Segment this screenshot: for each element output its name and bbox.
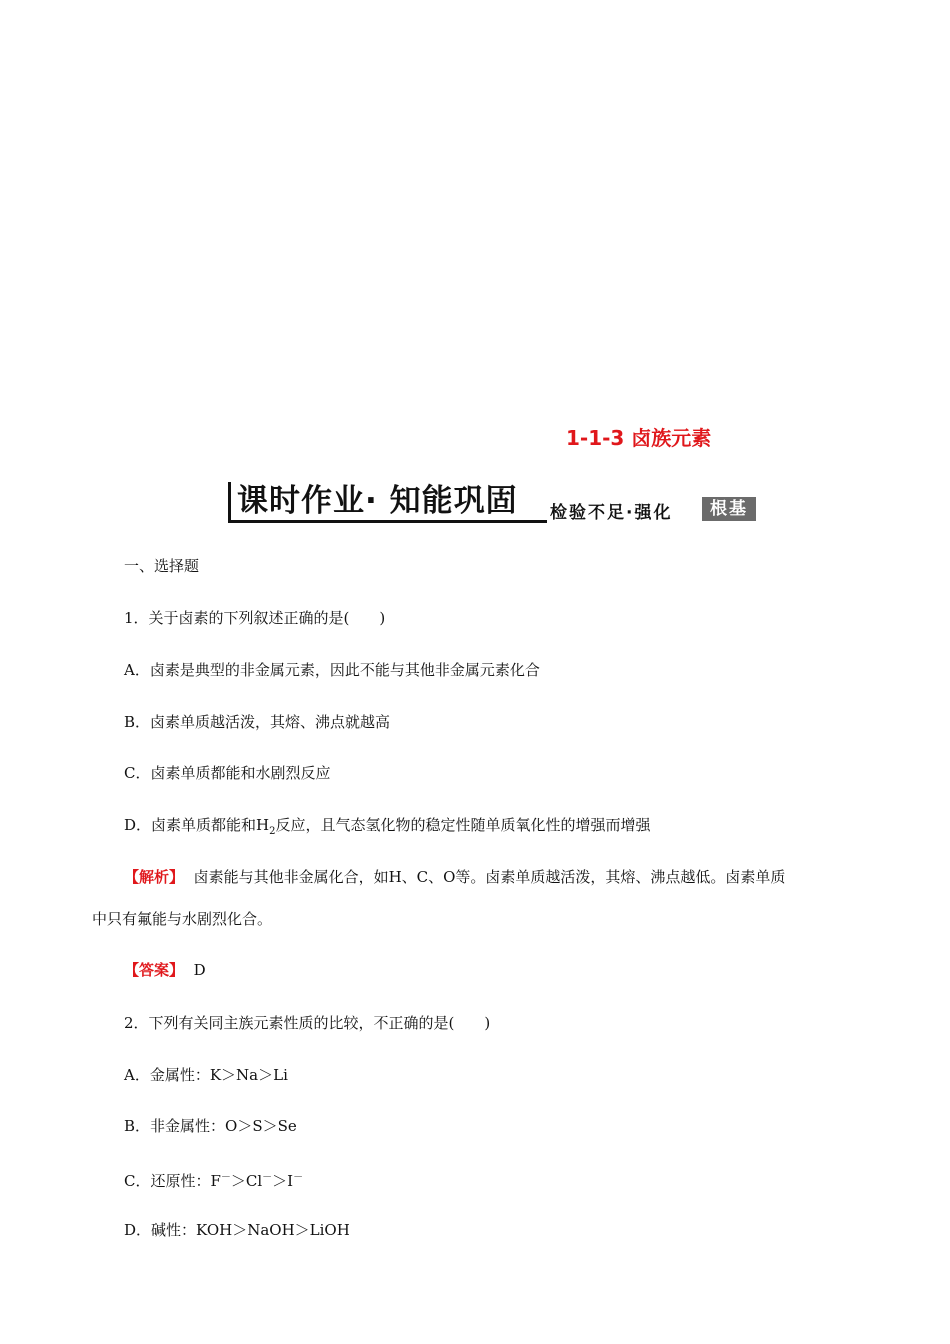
analysis-text-1: 卤素能与其他非金属化合，如H、C、O等。卤素单质越活泼，其熔、沸点越低。卤素单质 [193,868,786,886]
q2-option-d: D．碱性：KOH＞NaOH＞LiOH [124,1221,350,1239]
q1-option-d-pre: D．卤素单质都能和H [124,816,270,834]
q2-c-pre: C．还原性：F [124,1172,221,1190]
section-banner [228,482,760,522]
q2-c-sup2: － [262,1172,273,1183]
q1-option-d [124,815,651,842]
answer-tag: 【答案】 [124,961,185,979]
q1-stem: 1．关于卤素的下列叙述正确的是( ) [124,609,386,627]
q2-option-a: A．金属性：K＞Na＞Li [124,1066,288,1084]
banner-main-text: 课时作业· 知能巩固 [228,482,547,523]
section-heading: 一、选择题 [124,557,200,575]
analysis-tag: 【解析】 [124,868,185,886]
q1-option-d-sub: 2 [269,826,276,837]
banner-box-text: 根基 [702,497,756,521]
q1-answer [124,960,206,980]
q1-option-a: A．卤素是典型的非金属元素，因此不能与其他非金属元素化合 [124,661,540,679]
q2-c-sup3: － [293,1172,304,1183]
q2-option-b: B．非金属性：O＞S＞Se [124,1117,297,1135]
banner-sub-text: 检验不足·强化 [550,503,673,523]
q2-c-mid2: ＞I [272,1172,294,1190]
q1-option-c: C．卤素单质都能和水剧烈反应 [124,764,331,782]
page-title: 1-1-3 卤族元素 [566,426,712,450]
q2-c-sup1: － [220,1172,231,1183]
q2-stem: 2．下列有关同主族元素性质的比较，不正确的是( ) [124,1014,491,1032]
q1-option-b: B．卤素单质越活泼，其熔、沸点就越高 [124,713,391,731]
q1-option-d-post: 反应，且气态氢化物的稳定性随单质氧化性的增强而增强 [275,816,651,834]
q1-analysis-cont: 中只有氟能与水剧烈化合。 [92,910,273,928]
answer-value: D [193,961,206,979]
q1-analysis [124,867,785,887]
q2-option-c [124,1168,303,1191]
q2-c-mid1: ＞Cl [230,1172,263,1190]
